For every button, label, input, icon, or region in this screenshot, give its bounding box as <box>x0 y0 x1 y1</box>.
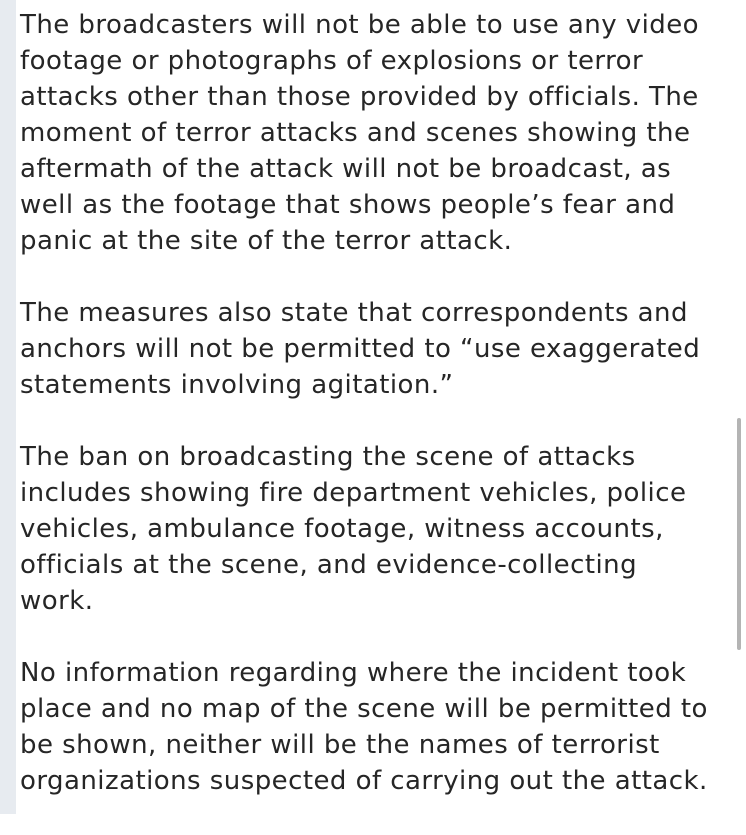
left-margin-bar <box>0 0 16 814</box>
vertical-scrollbar[interactable] <box>737 418 741 650</box>
paragraph-scene-ban: The ban on broadcasting the scene of attacks includes showing fire department vehicles, police vehicles, ambulance footage, witness accounts, officials at the scene, and evidence-collecting work. <box>20 442 687 616</box>
paragraph-location-info: No information regarding where the incident took place and no map of the scene will be permitted to be shown, neither will be the names of terrorist organizations suspected of carrying out the attack. <box>20 658 708 796</box>
article-body <box>20 7 732 835</box>
paragraph-broadcast-footage: The broadcasters will not be able to use any video footage or photographs of explosions or terror attacks other than those provided by officials. The moment of terror attacks and scenes showing the aftermath of the attack will not be broadcast, as well as the footage that shows people’s fear and panic at the site of the terror attack. <box>20 10 700 256</box>
paragraph-correspondents: The measures also state that correspondents and anchors will not be permitted to “use exaggerated statements involving agitation.” <box>20 298 701 400</box>
